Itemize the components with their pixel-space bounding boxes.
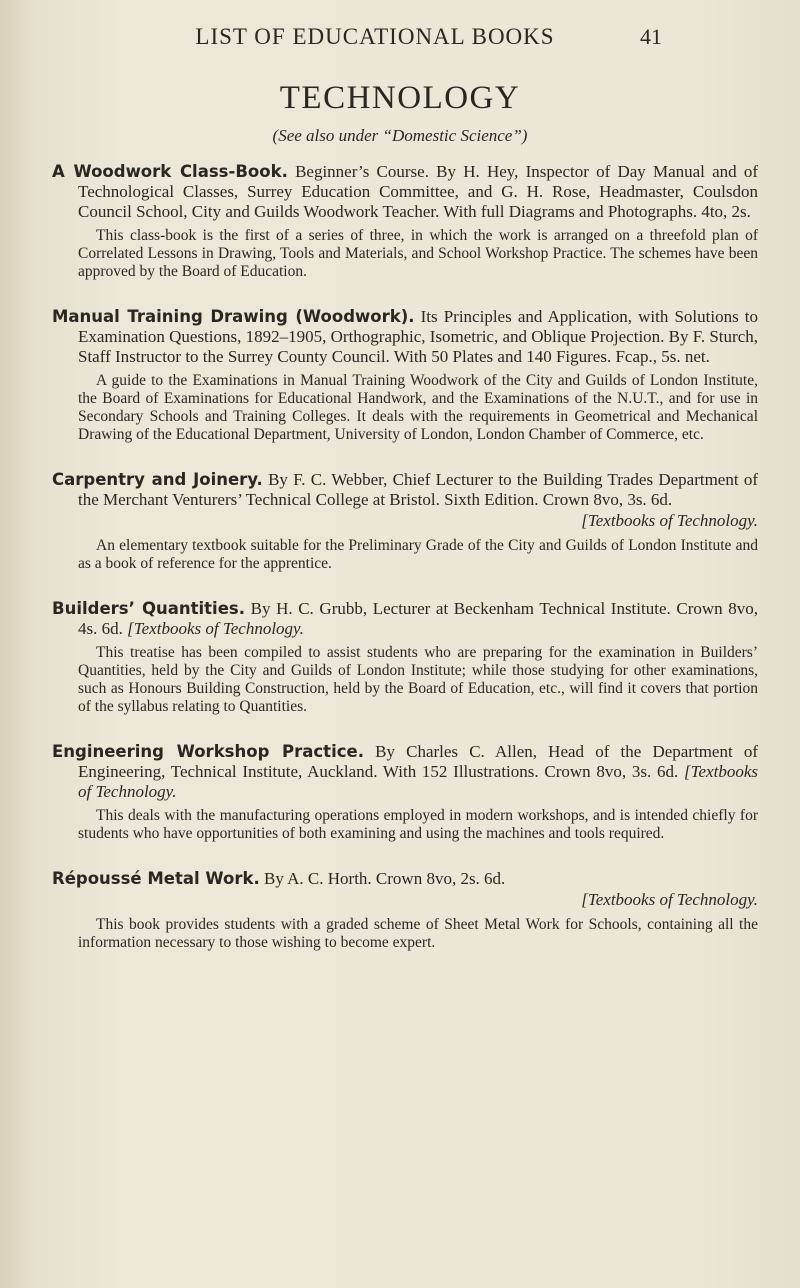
entry-details: Its Principles and Application, with Solutions to Examination Questions, 1892–1905, Orthographic, Isometric, and Oblique Projection. By F. Sturch, Staff Instructor to the Surrey County Council. With 50 Plates and 140 Figures. Fcap., 5s. net.	[78, 307, 759, 366]
series-label: [Textbooks of Technology.	[127, 619, 304, 638]
entry-details: By A. C. Horth. Crown 8vo, 2s. 6d.	[263, 869, 506, 888]
running-title: LIST OF EDUCATIONAL BOOKS	[195, 24, 555, 49]
entry-description: This deals with the manufacturing operations employed in modern workshops, and is intended chiefly for students who have opportunities of both examining and using the machines and tools required.	[78, 807, 758, 842]
entry-title: Builders’ Quantities.	[52, 599, 245, 618]
entry-details: Beginner’s Course. By H. Hey, Inspector of Day Manual and of Technological Classes, Surrey Education Committee, and G. H. Rose, Headmaster, Coulsdon Council School, City and Guilds Woodwork Teacher. With full Diagrams and Photographs. 4to, 2s.	[78, 162, 759, 221]
book-entry	[52, 599, 758, 716]
series-label: [Textbooks of Technology.	[78, 762, 758, 801]
entry-description: A guide to the Examinations in Manual Training Woodwork of the City and Guilds of London Institute, the Board of Examinations for Educational Handwork, and the Examinations of the N.U.T., and for use in Secondary Schools and Training Colleges. It deals with the requirements in Geometrical and Mechanical Drawing of the Educational Department, University of London, London Chamber of Commerce, etc.	[78, 372, 758, 443]
book-entry	[52, 162, 758, 281]
entry-description: This book provides students with a graded scheme of Sheet Metal Work for Schools, containing all the information necessary to those wishing to become expert.	[78, 916, 758, 951]
section-title: TECHNOLOGY	[279, 80, 521, 116]
see-also-note: (See also under “Domestic Science”)	[272, 126, 528, 145]
book-list	[52, 162, 758, 978]
entry-main	[52, 599, 758, 639]
entry-details: By H. C. Grubb, Lecturer at Beckenham Technical Institute. Crown 8vo, 4s. 6d.	[78, 599, 759, 638]
entry-main	[52, 742, 758, 802]
entry-details: By Charles C. Allen, Head of the Department of Engineering, Technical Institute, Auckland. With 152 Illustrations. Crown 8vo, 3s. 6d.	[78, 742, 759, 781]
entry-title: A Woodwork Class-Book.	[52, 162, 288, 181]
entry-description: This class-book is the first of a series of three, in which the work is arranged on a threefold plan of Correlated Lessons in Drawing, Tools and Materials, and School Workshop Practice. The schemes have been approved by the Board of Education.	[78, 227, 758, 280]
series-label: [Textbooks of Technology.	[581, 511, 758, 530]
entry-main	[52, 869, 758, 889]
entry-description: This treatise has been compiled to assist students who are preparing for the examination in Builders’ Quantities, held by the City and Guilds of London Institute; while those studying for other examinations, such as Honours Building Construction, held by the Board of Education, etc., will find it covers that portion of the syllabus relating to Quantities.	[78, 644, 758, 715]
book-entry	[52, 869, 758, 952]
entry-description: An elementary textbook suitable for the Preliminary Grade of the City and Guilds of London Institute and as a book of reference for the apprentice.	[78, 537, 758, 572]
book-entry	[52, 470, 758, 573]
book-entry	[52, 742, 758, 843]
entry-title: Répoussé Metal Work.	[52, 869, 260, 888]
page-number: 41	[640, 24, 662, 49]
book-entry	[52, 307, 758, 444]
series-label: [Textbooks of Technology.	[581, 890, 758, 909]
entry-main	[52, 307, 758, 367]
entry-title: Carpentry and Joinery.	[52, 470, 263, 489]
entry-title: Engineering Workshop Practice.	[52, 742, 364, 761]
entry-details: By F. C. Webber, Chief Lecturer to the Building Trades Department of the Merchant Venturers’ Technical College at Bristol. Sixth Edition. Crown 8vo, 3s. 6d.	[78, 470, 758, 509]
running-head	[0, 24, 800, 54]
entry-main	[52, 162, 758, 222]
entry-main	[52, 470, 758, 510]
entry-title: Manual Training Drawing (Woodwork).	[52, 307, 415, 326]
